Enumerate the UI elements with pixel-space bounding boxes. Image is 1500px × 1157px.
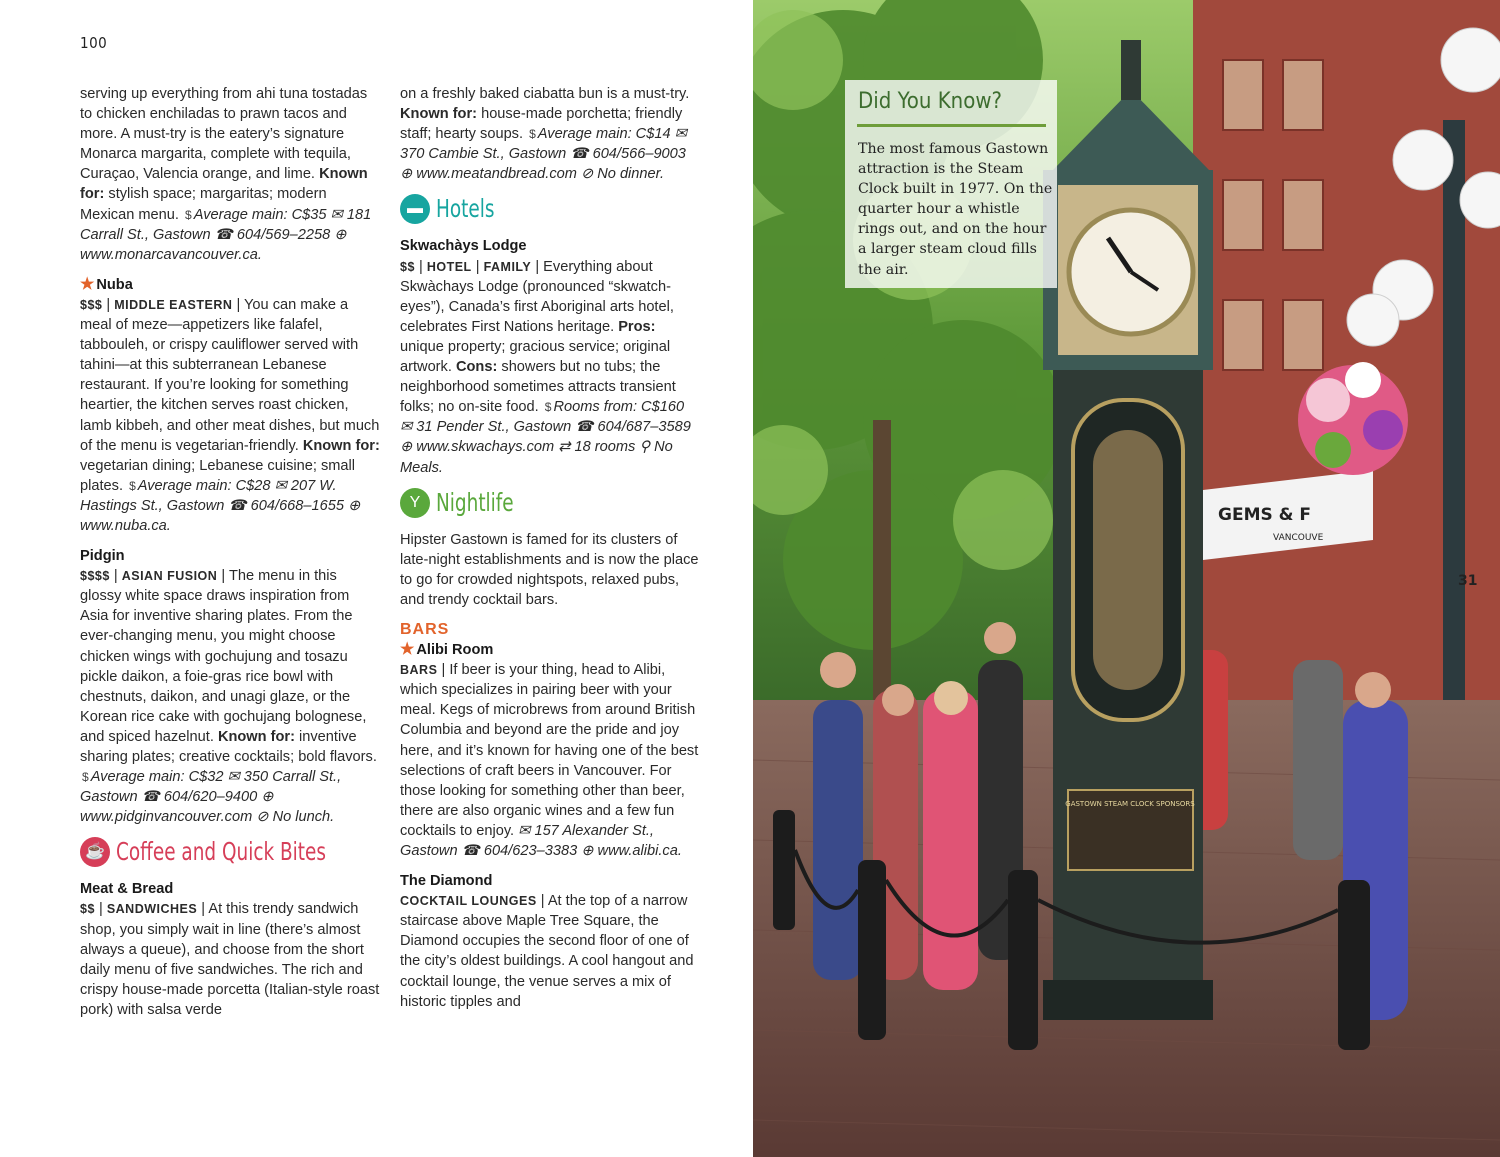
alibi-entry: BARS | If beer is your thing, head to Alibi, which specializes in pairing beer with your meal. Kegs of microbrews from around British Columbia and beyond are the pride and joy here, and it’s known for having one of the best selections of craft beers in Vancouver. For those looking for something other than beer, there are also organic wines and a few fun cocktails to enjoy. ✉ 157 Alexander St., Gastown ☎ 604/623–3383 ⊕ www.alibi.ca. <box>400 662 699 859</box>
meat-bread-entry: $$ | SANDWICHES | At this trendy sandwich shop, you simply wait in line (there’s almost always a queue), and choose from the short daily menu of five sandwiches. The rich and crispy house-made porcetta (Italian-style roast pork) with salsa verde <box>80 901 380 1018</box>
dollar-icon: $ <box>82 770 89 785</box>
did-you-know-box <box>845 80 1057 288</box>
bars-subheading: BARS <box>400 620 450 638</box>
cuisine-category: ASIAN FUSION <box>121 569 218 584</box>
dollar-icon: $ <box>529 127 536 142</box>
hotels-section-heading <box>400 194 700 224</box>
cuisine-category: MIDDLE EASTERN <box>114 297 233 312</box>
star-icon: ★ <box>80 275 95 293</box>
cuisine-category: SANDWICHES <box>106 902 198 917</box>
coffee-cup-icon: ☕ <box>80 837 110 867</box>
alibi-title: ★ Alibi Room <box>400 641 494 659</box>
sponsor-plaque: GASTOWN STEAM CLOCK SPONSORS <box>1065 800 1195 808</box>
skwachays-title: Skwachàys Lodge <box>400 238 527 255</box>
meat-bread-title: Meat & Bread <box>80 881 174 898</box>
street-number: 31 <box>1458 573 1478 589</box>
nightlife-heading-text: Nightlife <box>436 487 514 517</box>
nightlife-section-heading <box>400 488 700 518</box>
dollar-icon: $ <box>544 400 552 415</box>
nightlife-intro: Hipster Gastown is famed for its clusters of late-night establishments and is now the place to go for crowded nightspots, relaxed pubs, and trendy cocktail bars. <box>400 531 699 608</box>
dollar-icon: $ <box>185 207 192 222</box>
cocktail-glass-icon: Y <box>400 488 430 518</box>
known-for-text: stylish space; margaritas; modern Mexican menu. <box>80 186 327 223</box>
page-number: 100 <box>80 34 108 52</box>
shop-sign: GEMS & F <box>1218 505 1312 525</box>
star-icon: ★ <box>400 641 415 659</box>
did-you-know-rule <box>857 124 1046 127</box>
shop-sign-sub: VANCOUVE <box>1273 533 1324 543</box>
monarca-entry <box>80 84 380 265</box>
hotels-heading-text: Hotels <box>436 194 495 224</box>
column-1 <box>80 84 380 1020</box>
price-tier: $$$$ <box>80 569 110 584</box>
column-2 <box>400 84 700 1012</box>
monarca-details: Average main: C$35 ✉ 181 Carrall St., Gastown ☎ 604/569–2258 ⊕ www.monarcavancouver.ca. <box>80 206 372 263</box>
pidgin-entry: $$$$ | ASIAN FUSION | The menu in this glossy white space draws inspiration from Asia for inventive sharing plates. From the ever-changing menu, you might choose chicken wings with gochujung and tosazu pickle daikon, a foie-gras rice bowl with chestnuts, daikon, and unagi glaze, or the Korean rice cake with gochujang bolognese, and spiced hazelnut. Known for: inventive sharing plates; creative cocktails; bold flavors. $ Average main: C$32 ✉ 350 Carrall St., Gastown ☎ 604/620–9400 ⊕ www.pidginvancouver.com ⊘ No lunch. <box>80 568 377 826</box>
pidgin-title: Pidgin <box>80 548 125 565</box>
nuba-title: ★ Nuba <box>80 275 133 293</box>
price-tier: $$ <box>80 902 95 917</box>
did-you-know-text: The most famous Gastown attraction is the Steam Clock built in 1977. On the quarter hour a whistle rings out, and on the hour a larger steam cloud fills the air. <box>858 141 1053 278</box>
price-tier: $$$ <box>80 297 103 312</box>
coffee-section-heading <box>80 837 380 867</box>
monarca-text: serving up everything from ahi tuna tostadas to chicken enchiladas to prawn tacos and more. A must-try is the eatery’s signature Monarca margarita, complete with tequila, Curaçao, Valencia orange, and lime. <box>80 86 368 183</box>
bed-icon: ▬ <box>400 194 430 224</box>
steam-clock-photo <box>753 0 1500 1157</box>
skwachays-entry: $$ | HOTEL | FAMILY | Everything about Skwàchays Lodge (pronounced “skwatch-eyes”), Canada’s first Aboriginal arts hotel, celebrates First Nations heritage. Pros: unique property; gracious service; original artwork. Cons: showers but no tubs; the neighborhood sometimes attracts transient folks; no on-site food. $ Rooms from: C$160 ✉ 31 Pender St., Gastown ☎ 604/687–3589 ⊕ www.skwachays.com ⇄ 18 rooms ⚲ No Meals. <box>400 258 691 476</box>
nuba-entry: $$$ | MIDDLE EASTERN | You can make a meal of meze—appetizers like falafel, tabbouleh, or crispy cauliflower served with tahini—at this subterranean Lebanese restaurant. If you’re looking for something heartier, the kitchen serves roast chicken, lamb kibbeh, and other meat dishes, but much of the menu is vegetarian-friendly. Known for: vegetarian dining; Lebanese cuisine; small plates. $ Average main: C$28 ✉ 207 W. Hastings St., Gastown ☎ 604/668–1655 ⊕ www.nuba.ca. <box>80 296 380 534</box>
dollar-icon: $ <box>129 478 136 493</box>
diamond-entry: COCKTAIL LOUNGES | At the top of a narrow staircase above Maple Tree Square, the Diamond occupies the second floor of one of the city’s oldest buildings. A cool hangout and cocktail lounge, the venue serves a mix of historic tipples and <box>400 893 694 1010</box>
known-for-label: Known for: <box>80 166 368 203</box>
price-tier: $$ <box>400 259 415 274</box>
steam-clock <box>1043 40 1213 1020</box>
coffee-heading-text: Coffee and Quick Bites <box>116 837 326 867</box>
did-you-know-title: Did You Know? <box>858 89 1003 114</box>
diamond-title: The Diamond <box>400 873 493 890</box>
meat-bread-continued: on a freshly baked ciabatta bun is a must-try. Known for: house-made porchetta; friendly staff; hearty soups. $ Average main: C$14 ✉ 370 Cambie St., Gastown ☎ 604/566–9003 ⊕ www.meatandbread.com ⊘ No dinner. <box>400 86 690 183</box>
